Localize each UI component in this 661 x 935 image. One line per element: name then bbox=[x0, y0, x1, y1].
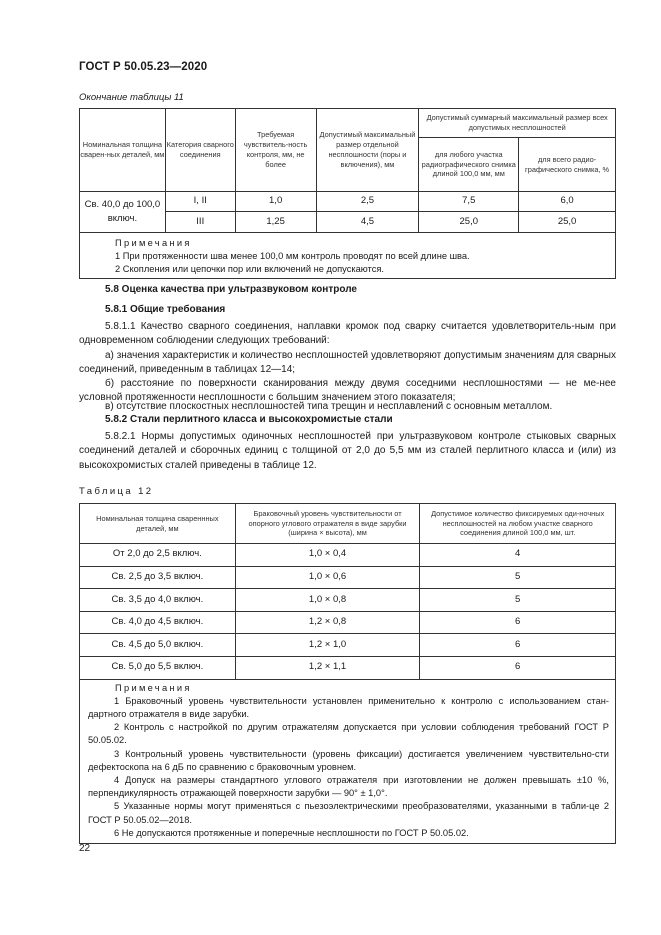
paragraph-5-8-1-1: 5.8.1.1 Качество сварного соединения, наплавки кромок под сварку считается удовлетворитель-ным при одновременном соблюдении следующих требований: bbox=[79, 321, 616, 347]
table-12-count-cell: 4 bbox=[420, 544, 616, 567]
table-11-header-max-single: Допустимый максимальный размер отдельной несплошности (поры и включения), мм bbox=[316, 109, 419, 192]
paragraph-item-c: в) отсутствие плоскостных несплошностей типа трещин и несплавлений с основным металлом. bbox=[105, 401, 553, 412]
table-12-note: 2 Контроль с настройкой по другим отражателям допускается при условии соблюдения требований ГОСТ Р 50.05.02. bbox=[88, 722, 609, 746]
table-11-header-sum-section: для любого участка радиографического снимка длиной 100,0 мм, мм bbox=[419, 138, 519, 192]
table-11-notes bbox=[80, 233, 616, 279]
standard-header: ГОСТ Р 50.05.23—2020 bbox=[79, 61, 208, 73]
table-12-level-cell: 1,2 × 1,1 bbox=[235, 656, 420, 679]
table-11-note: 1 При протяженности шва менее 100,0 мм контроль проводят по всей длине шва. bbox=[115, 250, 470, 261]
paragraph-5-8-2-1: 5.8.2.1 Нормы допустимых одиночных несплошностей при ультразвуковом контроле стыковых сварных соединений деталей и сборочных единиц с толщиной от 2,0 до 5,5 мм из сталей перлитного класса и (или) из высокохромистых сталей приведены в таблице 12. bbox=[79, 431, 616, 471]
table-11-max-single-cell: 4,5 bbox=[316, 212, 419, 233]
table-12-note: 6 Не допускаются протяженные и поперечные несплошности по ГОСТ Р 50.05.02. bbox=[114, 827, 469, 838]
table-11-max-single-cell: 2,5 bbox=[316, 192, 419, 212]
table-12-header-count: Допустимое количество фиксируемых оди-ночных несплошностей на любом участке сварного соединения длиной 100,0 мм, шт. bbox=[420, 504, 616, 544]
table-11-sensitivity-cell: 1,25 bbox=[235, 212, 316, 233]
table-12-level-cell: 1,0 × 0,8 bbox=[235, 589, 420, 612]
table-11-header-sensitivity: Требуемая чувствитель-ность контроля, мм, не более bbox=[235, 109, 316, 192]
paragraph-item-a: а) значения характеристик и количество несплошностей удовлетворяют допустимым значениям для сварных соединений, приведенным в таблицах 12—14; bbox=[79, 350, 616, 376]
table-12-level-cell: 1,0 × 0,4 bbox=[235, 544, 420, 567]
table-11-header-thickness: Номинальная толщина сварен-ных деталей, мм bbox=[80, 109, 166, 192]
table-12-note: 4 Допуск на размеры стандартного углового отражателя при изготовлении не должен превышать ±10 %, перпендикулярность отражающей поверхности зарубки — 90° ± 1,0°. bbox=[88, 774, 609, 799]
table-11-notes-title: Примечания bbox=[115, 238, 192, 248]
table-12-header-thickness: Номинальная толщина свареннных деталей, мм bbox=[80, 504, 236, 544]
table-12-notes-title: Примечания bbox=[115, 682, 192, 693]
table-12-header-level: Браковочный уровень чувствительности от опорного углового отражателя в виде зарубки (ширина × высота), мм bbox=[235, 504, 420, 544]
table-12-notes bbox=[80, 679, 616, 843]
table-11-category-cell: I, II bbox=[165, 192, 235, 212]
table-12-thickness-cell: Св. 5,0 до 5,5 включ. bbox=[80, 656, 236, 679]
table-12-thickness-cell: Св. 4,5 до 5,0 включ. bbox=[80, 634, 236, 657]
section-5-8-heading: 5.8 Оценка качества при ультразвуковом контроле bbox=[105, 284, 357, 295]
paragraph-item-b: б) расстояние по поверхности сканирования между двумя соседними несплошностями — не ме-нее условной протяженности несплошности с большим значением этого показателя; bbox=[79, 378, 616, 404]
section-5-8-1-heading: 5.8.1 Общие требования bbox=[105, 304, 226, 315]
table-11 bbox=[79, 108, 616, 279]
table-12-thickness-cell: Св. 3,5 до 4,0 включ. bbox=[80, 589, 236, 612]
table-11-sum-section-cell: 25,0 bbox=[419, 212, 519, 233]
table-12-level-cell: 1,2 × 0,8 bbox=[235, 611, 420, 634]
table-11-header-sum-group: Допустимый суммарный максимальный размер всех допустимых несплошностей bbox=[419, 109, 616, 138]
table-12-count-cell: 5 bbox=[420, 566, 616, 589]
table-11-header-sum-total: для всего радио-графического снимка, % bbox=[519, 138, 616, 192]
table-12-note: 3 Контрольный уровень чувствительности (уровень фиксации) достигается увеличением чувствительно-сти дефектоскопа на 6 дБ по сравнению с браковочным уровнем. bbox=[88, 748, 609, 772]
table-12 bbox=[79, 503, 616, 844]
table-11-sum-total-cell: 25,0 bbox=[519, 212, 616, 233]
table-12-count-cell: 6 bbox=[420, 634, 616, 657]
table-12-count-cell: 5 bbox=[420, 589, 616, 612]
table-12-count-cell: 6 bbox=[420, 611, 616, 634]
table-11-thickness-cell: Св. 40,0 до 100,0 включ. bbox=[80, 192, 166, 233]
table-12-level-cell: 1,0 × 0,6 bbox=[235, 566, 420, 589]
table-12-note: 5 Указанные нормы могут применяться с пьезоэлектрическими преобразователями, указанными в табли-це 2 ГОСТ Р 50.05.02—2018. bbox=[88, 801, 609, 825]
table-12-thickness-cell: От 2,0 до 2,5 включ. bbox=[80, 544, 236, 567]
table-12-caption: Таблица 12 bbox=[79, 486, 154, 497]
table-11-sum-section-cell: 7,5 bbox=[419, 192, 519, 212]
table-12-thickness-cell: Св. 2,5 до 3,5 включ. bbox=[80, 566, 236, 589]
page-number: 22 bbox=[79, 843, 91, 854]
table-11-category-cell: III bbox=[165, 212, 235, 233]
table-11-caption: Окончание таблицы 11 bbox=[79, 92, 184, 103]
table-11-header-category: Категория сварного соединения bbox=[165, 109, 235, 192]
section-5-8-2-heading: 5.8.2 Стали перлитного класса и высокохромистые стали bbox=[105, 414, 393, 425]
table-12-level-cell: 1,2 × 1,0 bbox=[235, 634, 420, 657]
table-12-thickness-cell: Св. 4,0 до 4,5 включ. bbox=[80, 611, 236, 634]
table-12-note: 1 Браковочный уровень чувствительности установлен применительно к контролю с использованием стан-дартного отражателя в виде зарубки. bbox=[88, 695, 609, 719]
table-11-note: 2 Скопления или цепочки пор или включений не допускаются. bbox=[115, 263, 384, 274]
table-11-sensitivity-cell: 1,0 bbox=[235, 192, 316, 212]
table-12-count-cell: 6 bbox=[420, 656, 616, 679]
table-11-sum-total-cell: 6,0 bbox=[519, 192, 616, 212]
